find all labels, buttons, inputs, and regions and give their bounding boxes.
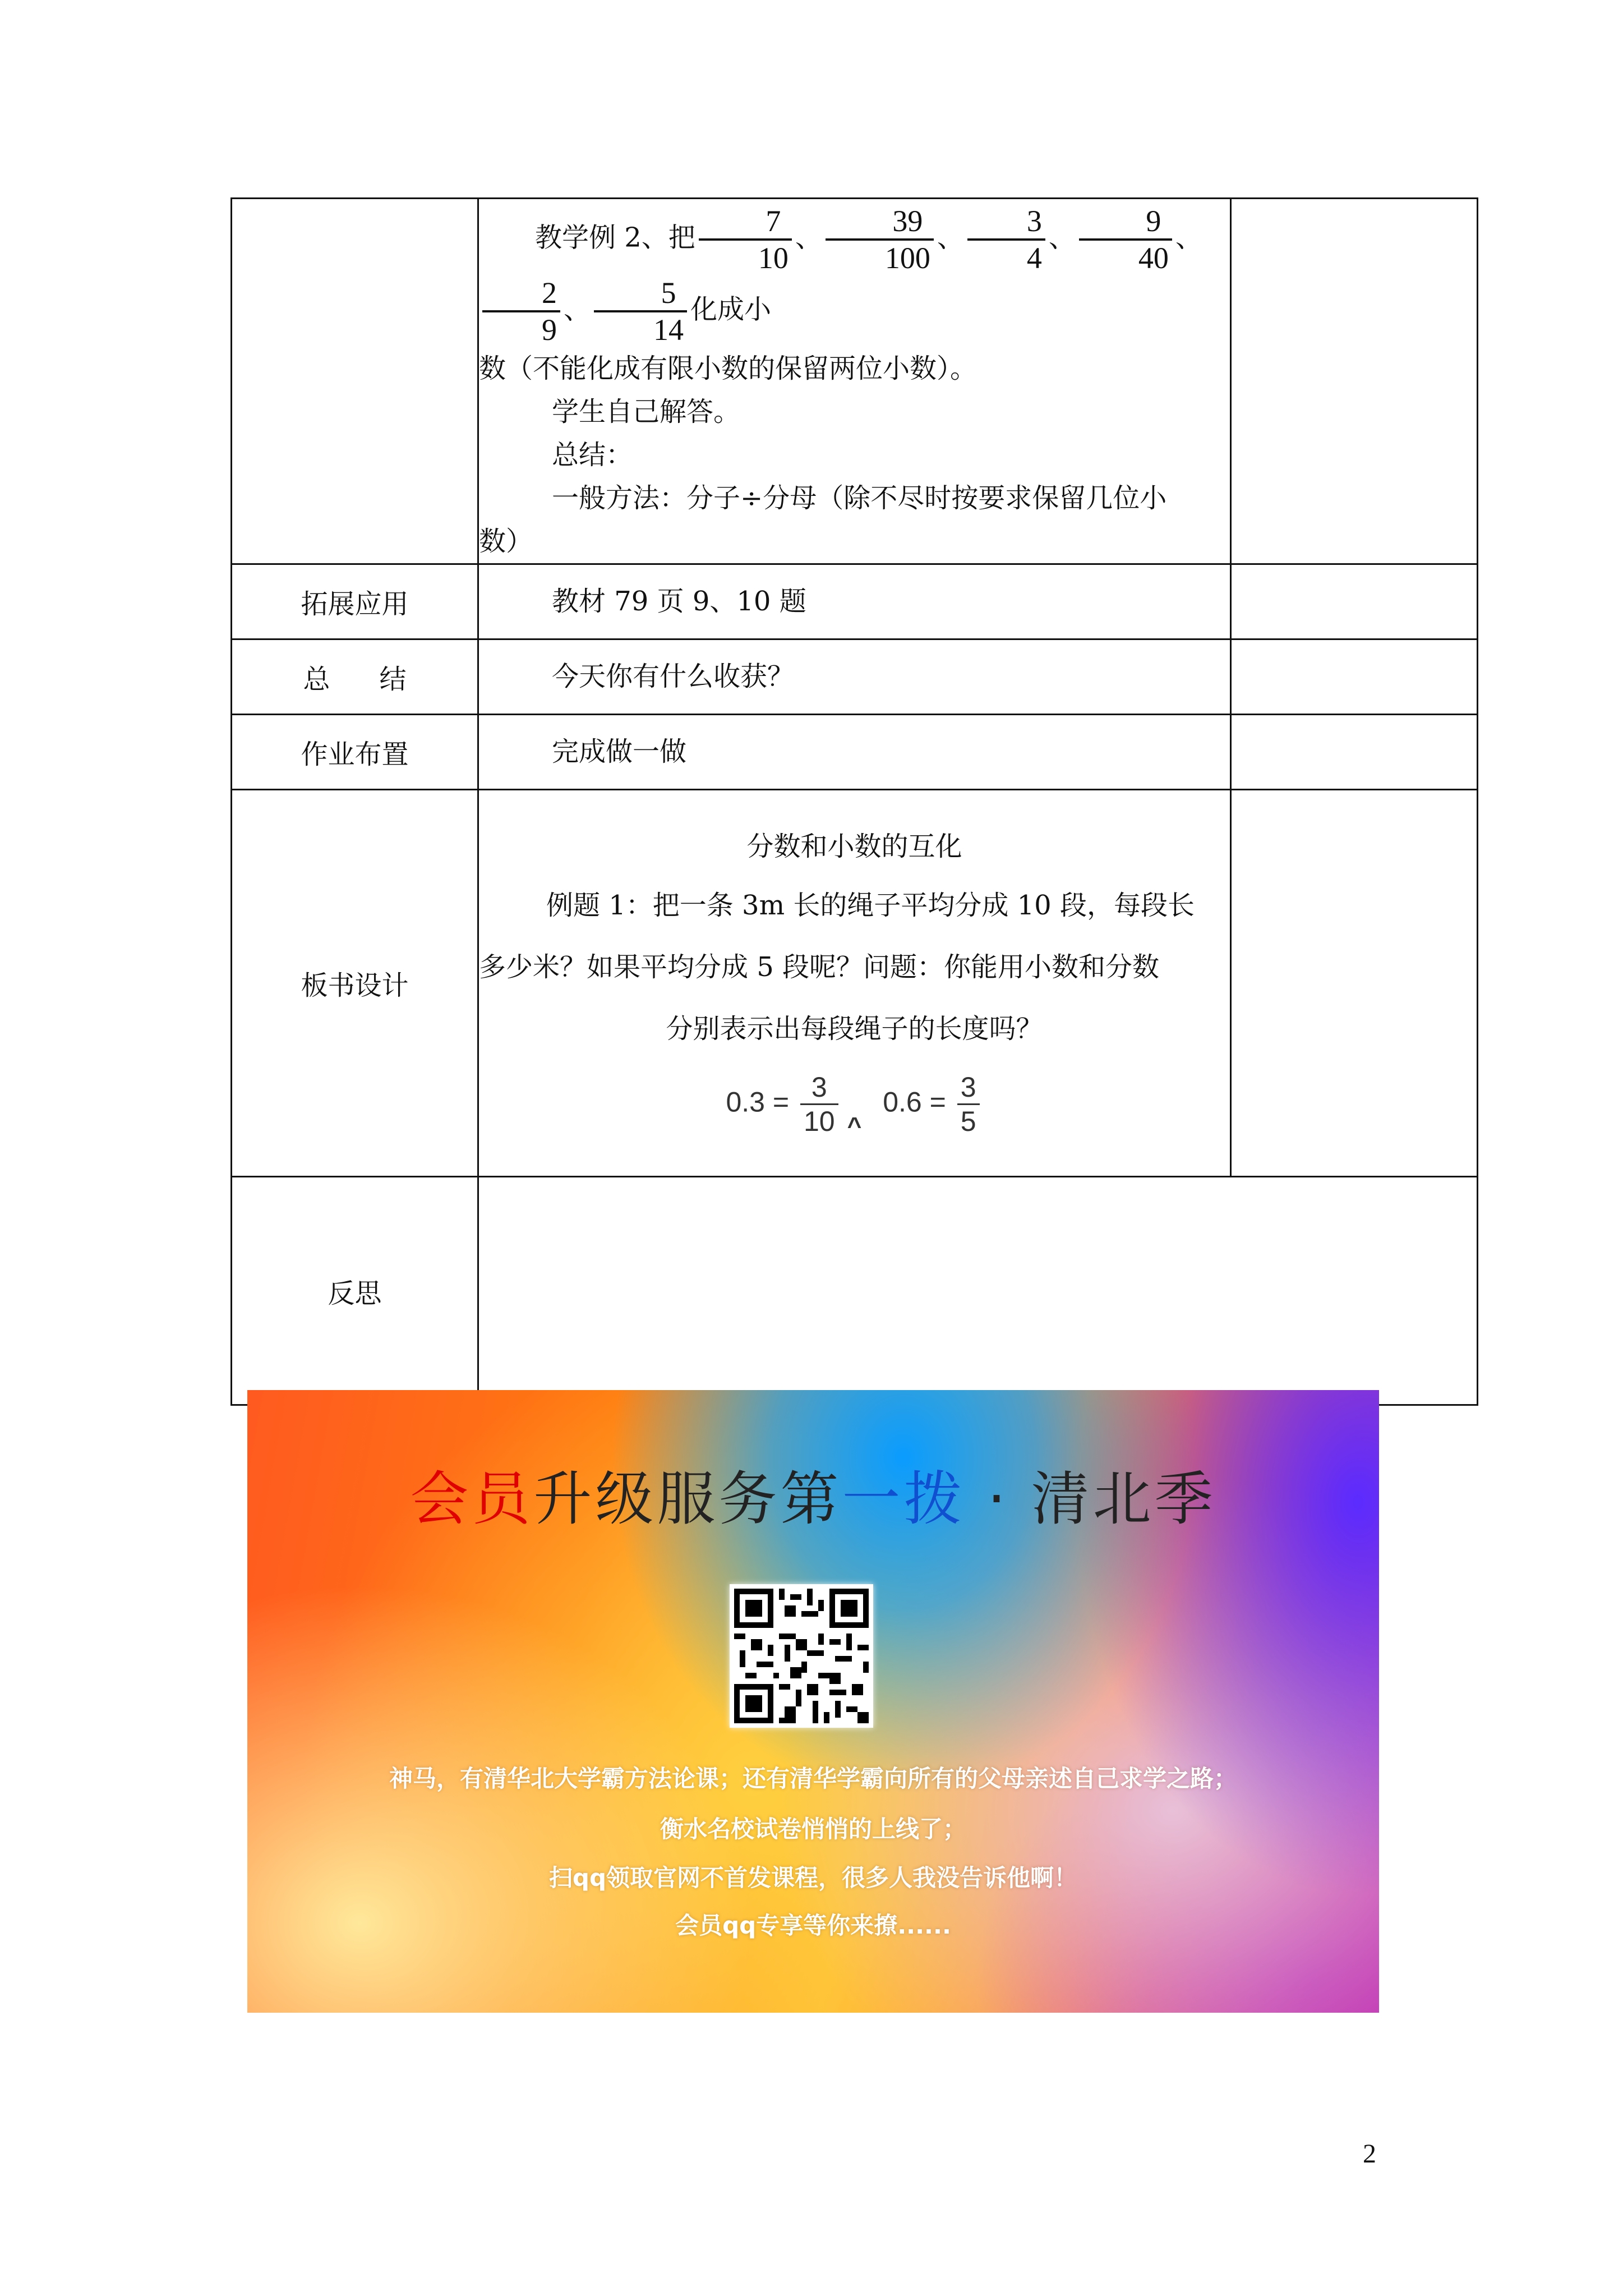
- page-number: 2: [1363, 2139, 1376, 2169]
- table-row: [232, 1177, 1478, 1405]
- fraction-separator: 、: [1048, 222, 1076, 254]
- empty-label-cell: [232, 199, 478, 564]
- empty-note-cell: [1231, 715, 1478, 790]
- fraction: [826, 204, 934, 275]
- board-text-1: 例题 1：把一条 3m 长的绳子平均分成 10 段，每段长: [546, 890, 1195, 922]
- board-title: 分数和小数的互化: [746, 831, 962, 863]
- board-text-3: 分别表示出每段绳子的长度吗？: [666, 1013, 1043, 1045]
- table-row: [232, 715, 1478, 790]
- fraction-denominator: 4: [1026, 241, 1042, 275]
- example2-line1: [479, 204, 1230, 347]
- row-content-homework: 完成做一做: [478, 715, 1231, 790]
- row-label-reflect: 反思: [232, 1177, 478, 1405]
- fraction-separator: 、: [795, 222, 822, 254]
- banner-line-2: 衡水名校试卷悄悄的上线了；: [660, 1815, 966, 1843]
- fraction-numerator: 2: [482, 275, 560, 312]
- fraction-separator: 、: [937, 222, 964, 254]
- table-row: [232, 199, 1478, 564]
- eq1-fraction: [800, 1071, 838, 1138]
- empty-note-cell: [1231, 790, 1478, 1177]
- eq1-left: 0.3 =: [726, 1086, 790, 1118]
- row-content-board: [478, 790, 1231, 1177]
- example2-line6: 数）: [479, 526, 533, 557]
- fraction-denominator: 9: [542, 313, 557, 347]
- eq2-numerator: 3: [957, 1071, 980, 1105]
- example2-line2: 数（不能化成有限小数的保留两位小数）。: [479, 353, 978, 384]
- fraction-denominator: 40: [1138, 241, 1169, 275]
- row-label-extend: 拓展应用: [232, 564, 478, 639]
- banner-title: [247, 1452, 1379, 1536]
- fraction-separator: 、: [1175, 222, 1202, 254]
- eq2-left: 0.6 =: [883, 1086, 946, 1118]
- fraction-denominator: 14: [653, 313, 684, 347]
- promo-banner[interactable]: [247, 1390, 1379, 2013]
- table-row: [232, 564, 1478, 639]
- table-row: [232, 639, 1478, 715]
- eq1-denominator: 10: [803, 1106, 835, 1138]
- fraction-denominator: 100: [884, 241, 930, 275]
- banner-title-part3: 一拨: [842, 1465, 966, 1533]
- banner-line-4: 会员qq专享等你来撩......: [675, 1912, 951, 1939]
- row-label-summary: [232, 639, 478, 715]
- fraction: [967, 204, 1045, 275]
- fraction: [1079, 204, 1172, 275]
- fraction-numerator: 9: [1079, 204, 1172, 241]
- board-text-2: 多少米？如果平均分成 5 段呢？问题：你能用小数和分数: [479, 951, 1160, 983]
- fraction: [699, 204, 792, 275]
- banner-line-1: 神马，有清华北大学霸方法论课；还有清华学霸向所有的父母亲述自己求学之路；: [389, 1765, 1237, 1792]
- row-content-summary: 今天你有什么收获？: [478, 639, 1231, 715]
- fraction: [482, 275, 560, 347]
- eq2-fraction: [957, 1071, 980, 1138]
- example2-cell: [478, 199, 1231, 564]
- row-label-homework: 作业布置: [232, 715, 478, 790]
- fraction: [594, 275, 687, 347]
- example2-line5: 一般方法：分子÷分母（除不尽时按要求保留几位小: [552, 482, 1167, 514]
- fraction-numerator: 3: [967, 204, 1045, 241]
- table-row: [232, 790, 1478, 1177]
- banner-title-part2: 升级服务第: [533, 1465, 842, 1533]
- fraction-numerator: 39: [826, 204, 934, 241]
- fraction-numerator: 5: [594, 275, 687, 312]
- example2-line3: 学生自己解答。: [552, 396, 741, 427]
- banner-title-part4: · 清北季: [965, 1465, 1216, 1533]
- caret-mark: ^: [847, 1112, 862, 1140]
- eq1-numerator: 3: [800, 1071, 838, 1105]
- empty-note-cell: [1231, 564, 1478, 639]
- board-equations: [479, 1071, 1230, 1148]
- row-content-reflect: [478, 1177, 1478, 1405]
- row-label-board: 板书设计: [232, 790, 478, 1177]
- row-content-extend: 教材 79 页 9、10 题: [478, 564, 1231, 639]
- example2-line4: 总结：: [552, 439, 633, 471]
- banner-title-part1: 会员: [410, 1465, 534, 1533]
- banner-line-3: 扫qq领取官网不首发课程，很多人我没告诉他啊！: [548, 1864, 1078, 1892]
- fraction-numerator: 7: [699, 204, 792, 241]
- fraction-separator: 、: [564, 293, 591, 325]
- eq2-denominator: 5: [960, 1106, 976, 1138]
- empty-note-cell: [1231, 639, 1478, 715]
- fraction-denominator: 10: [758, 241, 789, 275]
- example2-suffix: 化成小: [690, 293, 772, 325]
- empty-note-cell: [1231, 199, 1478, 564]
- lesson-plan-table: [230, 197, 1477, 1406]
- qr-code-icon[interactable]: [730, 1584, 873, 1728]
- summary-label-text: 总结: [303, 664, 456, 695]
- example2-prefix: 教学例 2、把: [535, 222, 695, 254]
